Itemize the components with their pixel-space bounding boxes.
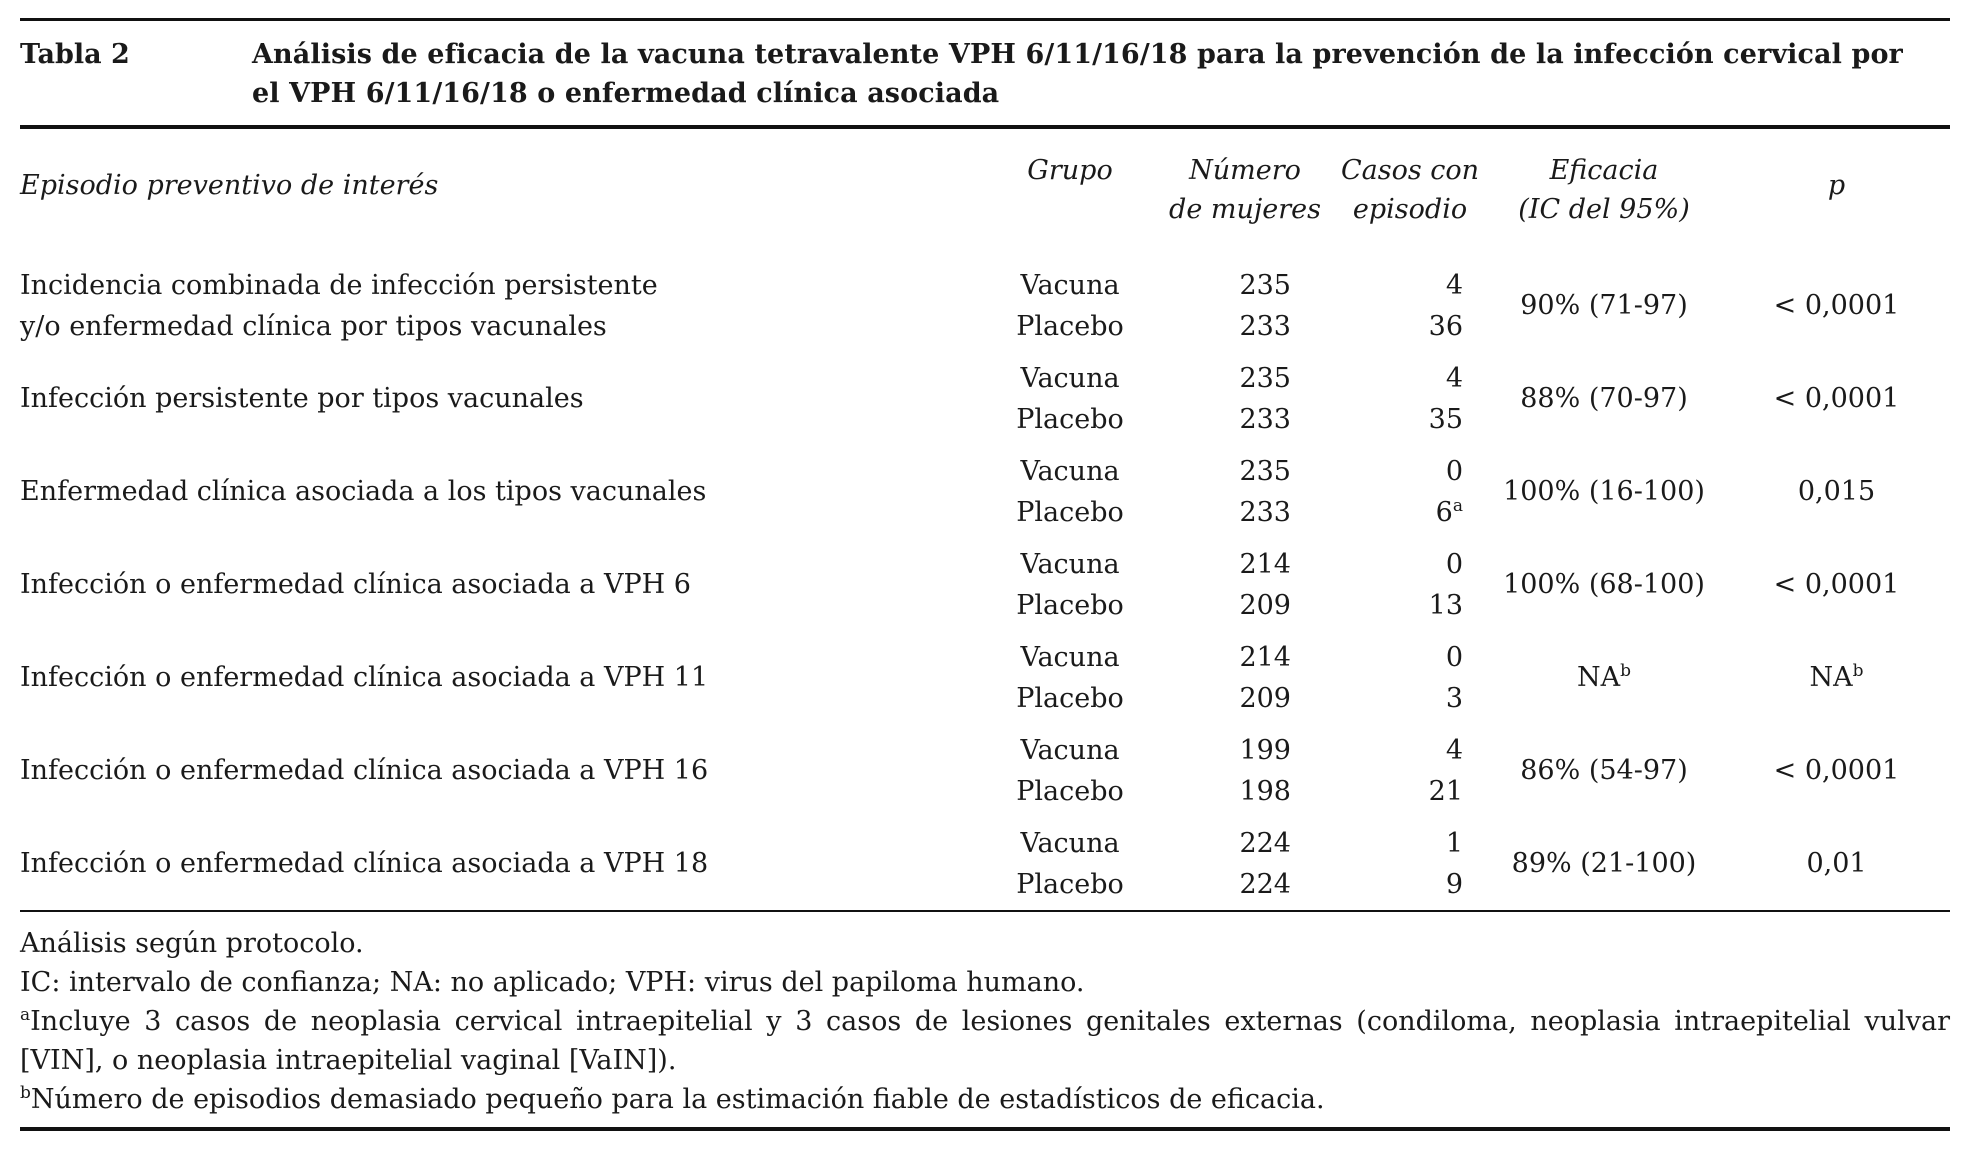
episode-line1: Enfermedad clínica asociada a los tipos vacunales — [20, 476, 707, 507]
cases-cell — [1335, 817, 1485, 910]
episode-line1: Infección o enfermedad clínica asociada a VPH 6 — [20, 569, 691, 600]
footnote-b-mark: b — [20, 1083, 31, 1103]
efficacy-value: 90% (71-97) — [1520, 290, 1688, 321]
p-value-cell — [1723, 538, 1950, 631]
header-efficacy-line2: (IC del 95%) — [1518, 194, 1690, 225]
group-placebo: Placebo — [1016, 775, 1124, 807]
episode-cell — [20, 352, 985, 445]
efficacy-cell — [1485, 724, 1723, 817]
group-vaccine: Vacuna — [1020, 269, 1120, 301]
table-row — [20, 538, 1950, 631]
p-value-cell — [1723, 445, 1950, 538]
p-value-cell — [1723, 352, 1950, 445]
table-header-row — [20, 129, 1950, 259]
women-cell — [1155, 352, 1335, 445]
table-title — [252, 35, 1950, 109]
cases-vaccine: 1 — [1445, 827, 1463, 859]
header-p: p — [1827, 169, 1846, 201]
header-cases-line1: Casos con — [1340, 155, 1480, 186]
efficacy-value: 88% (70-97) — [1520, 383, 1688, 414]
women-vaccine: 199 — [1239, 734, 1291, 766]
group-vaccine: Vacuna — [1020, 734, 1120, 766]
header-cases-line2: episodio — [1352, 194, 1468, 225]
efficacy-table — [20, 129, 1950, 910]
cases-vaccine: 0 — [1445, 548, 1463, 580]
episode-line1: Infección o enfermedad clínica asociada a VPH 16 — [20, 755, 709, 786]
header-cases — [1335, 129, 1485, 259]
header-women-line2: de mujeres — [1169, 194, 1321, 225]
p-value-cell — [1723, 724, 1950, 817]
episode-cell — [20, 631, 985, 724]
cases-placebo-wrap — [1335, 771, 1463, 812]
cases-placebo-wrap — [1335, 306, 1463, 347]
group-vaccine: Vacuna — [1020, 455, 1120, 487]
group-placebo: Placebo — [1016, 310, 1124, 342]
cases-placebo: 9 — [1445, 868, 1463, 900]
efficacy-value: 89% (21-100) — [1511, 848, 1697, 879]
women-placebo: 224 — [1239, 868, 1291, 900]
efficacy-value: 100% (16-100) — [1503, 476, 1705, 507]
group-vaccine: Vacuna — [1020, 827, 1120, 859]
group-cell — [985, 352, 1155, 445]
group-cell — [985, 631, 1155, 724]
women-placebo: 209 — [1239, 589, 1291, 621]
table-row — [20, 724, 1950, 817]
p-value-cell — [1723, 817, 1950, 910]
table-row — [20, 259, 1950, 352]
group-cell — [985, 538, 1155, 631]
table-label: Tabla 2 — [20, 39, 130, 70]
group-cell — [985, 445, 1155, 538]
footnotes — [20, 912, 1950, 1119]
p-value-cell — [1723, 259, 1950, 352]
table-caption — [20, 21, 1950, 109]
p-value: < 0,0001 — [1773, 569, 1900, 600]
table-row — [20, 631, 1950, 724]
header-efficacy-line1: Eficacia — [1549, 155, 1659, 186]
cases-placebo: 35 — [1428, 403, 1463, 435]
footnote-b-text: Número de episodios demasiado pequeño para la estimación fiable de estadísticos de eficacia. — [30, 1084, 1325, 1115]
cases-cell — [1335, 538, 1485, 631]
efficacy-cell — [1485, 445, 1723, 538]
cases-placebo-wrap — [1335, 585, 1463, 626]
group-vaccine: Vacuna — [1020, 641, 1120, 673]
cases-cell — [1335, 259, 1485, 352]
cases-vaccine: 0 — [1445, 641, 1463, 673]
cases-placebo: 36 — [1428, 310, 1463, 342]
cases-placebo-wrap — [1335, 399, 1463, 440]
women-cell — [1155, 259, 1335, 352]
efficacy-cell — [1485, 631, 1723, 724]
cases-cell — [1335, 724, 1485, 817]
women-vaccine: 235 — [1239, 362, 1291, 394]
efficacy-cell — [1485, 352, 1723, 445]
table-title-line2: el VPH 6/11/16/18 o enfermedad clínica asociada — [252, 78, 1000, 109]
episode-line1: Infección persistente por tipos vacunales — [20, 383, 584, 414]
table-row — [20, 445, 1950, 538]
p-value: 0,01 — [1806, 848, 1867, 879]
header-group: Grupo — [1027, 155, 1113, 186]
cases-cell — [1335, 352, 1485, 445]
group-placebo: Placebo — [1016, 682, 1124, 714]
cases-placebo-wrap — [1335, 864, 1463, 905]
women-placebo: 209 — [1239, 682, 1291, 714]
table-body — [20, 259, 1950, 910]
group-cell — [985, 817, 1155, 910]
cases-placebo: 6 — [1435, 496, 1453, 528]
document-page — [20, 18, 1950, 1131]
episode-cell — [20, 538, 985, 631]
efficacy-sup: b — [1620, 661, 1631, 681]
women-vaccine: 224 — [1239, 827, 1291, 859]
women-placebo: 198 — [1239, 775, 1291, 807]
header-women — [1155, 129, 1335, 259]
cases-cell — [1335, 445, 1485, 538]
episode-cell — [20, 817, 985, 910]
p-value: < 0,0001 — [1773, 755, 1900, 786]
table-row — [20, 352, 1950, 445]
women-placebo: 233 — [1239, 310, 1291, 342]
cases-placebo: 13 — [1428, 589, 1463, 621]
header-efficacy — [1485, 129, 1723, 259]
header-women-line1: Número — [1189, 155, 1301, 186]
group-placebo: Placebo — [1016, 589, 1124, 621]
episode-line1: Infección o enfermedad clínica asociada a VPH 18 — [20, 848, 709, 879]
group-placebo: Placebo — [1016, 868, 1124, 900]
cases-placebo-wrap — [1335, 492, 1463, 533]
footnote-protocol: Análisis según protocolo. — [20, 928, 364, 959]
footnote-a-mark: a — [20, 1005, 31, 1025]
episode-cell — [20, 445, 985, 538]
episode-line1: Infección o enfermedad clínica asociada a VPH 11 — [20, 662, 709, 693]
group-vaccine: Vacuna — [1020, 362, 1120, 394]
cases-placebo-sup: a — [1452, 495, 1463, 516]
cases-cell — [1335, 631, 1485, 724]
efficacy-value: 86% (54-97) — [1520, 755, 1688, 786]
efficacy-cell — [1485, 817, 1723, 910]
footnote-abbreviations: IC: intervalo de confianza; NA: no aplicado; VPH: virus del papiloma humano. — [20, 967, 1085, 998]
group-cell — [985, 724, 1155, 817]
women-cell — [1155, 445, 1335, 538]
header-episode: Episodio preventivo de interés — [20, 169, 439, 201]
p-value: < 0,0001 — [1773, 383, 1900, 414]
episode-cell — [20, 724, 985, 817]
women-cell — [1155, 538, 1335, 631]
women-vaccine: 214 — [1239, 641, 1291, 673]
cases-placebo: 3 — [1445, 682, 1463, 714]
episode-line1: Incidencia combinada de infección persistente — [20, 269, 658, 301]
group-cell — [985, 259, 1155, 352]
group-vaccine: Vacuna — [1020, 548, 1120, 580]
p-value: NA — [1809, 662, 1853, 693]
cases-vaccine: 4 — [1445, 734, 1463, 766]
efficacy-value: NA — [1576, 662, 1621, 693]
women-cell — [1155, 724, 1335, 817]
footnote-a — [20, 1002, 1950, 1080]
women-placebo: 233 — [1239, 496, 1291, 528]
episode-line2: y/o enfermedad clínica por tipos vacunales — [20, 310, 607, 342]
group-placebo: Placebo — [1016, 496, 1124, 528]
efficacy-cell — [1485, 259, 1723, 352]
group-placebo: Placebo — [1016, 403, 1124, 435]
women-cell — [1155, 631, 1335, 724]
women-vaccine: 235 — [1239, 455, 1291, 487]
cases-vaccine: 4 — [1445, 269, 1463, 301]
efficacy-cell — [1485, 538, 1723, 631]
cases-vaccine: 0 — [1445, 455, 1463, 487]
table-row — [20, 817, 1950, 910]
episode-cell — [20, 259, 985, 352]
women-vaccine: 214 — [1239, 548, 1291, 580]
women-vaccine: 235 — [1239, 269, 1291, 301]
cases-placebo: 21 — [1428, 775, 1463, 807]
bottom-rule — [20, 1127, 1950, 1131]
cases-vaccine: 4 — [1445, 362, 1463, 394]
p-value: < 0,0001 — [1773, 290, 1900, 321]
cases-placebo-wrap — [1335, 678, 1463, 719]
women-cell — [1155, 817, 1335, 910]
footnote-a-text: Incluye 3 casos de neoplasia cervical intraepitelial y 3 casos de lesiones genitales externas (condiloma, neoplasia intraepitelial vulvar [VIN], o neoplasia intraepitelial vaginal [VaIN]). — [20, 1006, 1950, 1076]
p-value-sup: b — [1852, 661, 1864, 681]
p-value-cell — [1723, 631, 1950, 724]
p-value: 0,015 — [1797, 476, 1876, 507]
efficacy-value: 100% (68-100) — [1503, 569, 1705, 600]
table-title-line1: Análisis de eficacia de la vacuna tetravalente VPH 6/11/16/18 para la prevención de la infección cervical por — [252, 39, 1903, 70]
footnote-b — [20, 1080, 1950, 1119]
women-placebo: 233 — [1239, 403, 1291, 435]
